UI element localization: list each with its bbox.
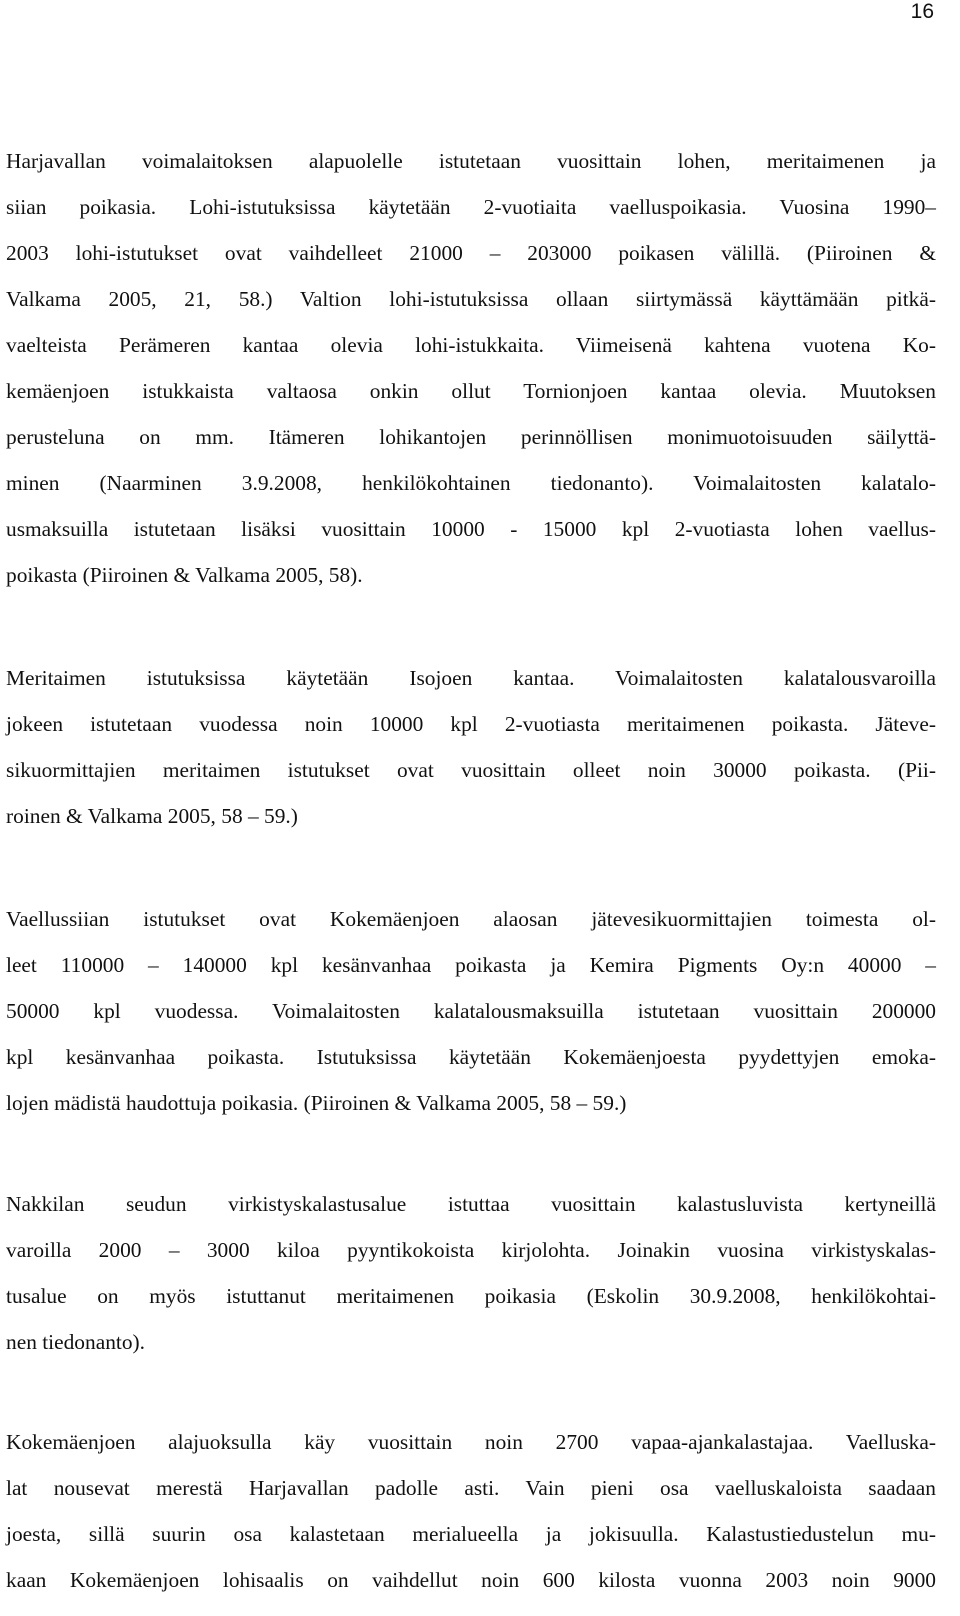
text-line: usmaksuilla istutetaan lisäksi vuosittain 10000 - 15000 kpl 2-vuotiasta lohen vaellus-: [6, 517, 936, 541]
text-line: vaelteista Perämeren kantaa olevia lohi-istukkaita. Viimeisenä kahtena vuotena Ko-: [6, 333, 936, 357]
text-line: kemäenjoen istukkaista valtaosa onkin ollut Tornionjoen kantaa olevia. Muutoksen: [6, 379, 936, 403]
paragraph-whitefish: [6, 896, 936, 1126]
text-line: joesta, sillä suurin osa kalastetaan merialueella ja jokisuulla. Kalastustiedustelun mu-: [6, 1522, 936, 1546]
paragraph-sea-trout: [6, 655, 936, 839]
text-line: Valkama 2005, 21, 58.) Valtion lohi-istutuksissa ollaan siirtymässä käyttämään pitkä-: [6, 287, 936, 311]
text-line: perusteluna on mm. Itämeren lohikantojen perinnöllisen monimuotoisuuden säilyttä-: [6, 425, 936, 449]
text-line: varoilla 2000 – 3000 kiloa pyyntikokoista kirjolohta. Joinakin vuosina virkistyskalas-: [6, 1238, 936, 1262]
text-line: 50000 kpl vuodessa. Voimalaitosten kalatalousmaksuilla istutetaan vuosittain 200000: [6, 999, 936, 1023]
text-line: kaan Kokemäenjoen lohisaalis on vaihdellut noin 600 kilosta vuonna 2003 noin 9000: [6, 1568, 936, 1592]
text-line: lat nousevat merestä Harjavallan padolle asti. Vain pieni osa vaelluskaloista saadaan: [6, 1476, 936, 1500]
text-line: jokeen istutetaan vuodessa noin 10000 kpl 2-vuotiasta meritaimenen poikasta. Jäteve-: [6, 712, 936, 736]
text-line: Meritaimen istutuksissa käytetään Isojoen kantaa. Voimalaitosten kalatalousvaroilla: [6, 666, 936, 690]
page-number: 16: [910, 0, 934, 23]
paragraph-anglers: [6, 1419, 936, 1603]
text-line: sikuormittajien meritaimen istutukset ovat vuosittain olleet noin 30000 poikasta. (Pii-: [6, 758, 936, 782]
text-line: 2003 lohi-istutukset ovat vaihdelleet 21000 – 203000 poikasen välillä. (Piiroinen &: [6, 241, 936, 265]
text-line: roinen & Valkama 2005, 58 – 59.): [6, 804, 298, 828]
text-line: Nakkilan seudun virkistyskalastusalue istuttaa vuosittain kalastusluvista kertyneillä: [6, 1192, 936, 1216]
paragraph-recreational-fishing: [6, 1181, 936, 1365]
text-line: kpl kesänvanhaa poikasta. Istutuksissa käytetään Kokemäenjoesta pyydettyjen emoka-: [6, 1045, 936, 1069]
text-line: lojen mädistä haudottuja poikasia. (Piiroinen & Valkama 2005, 58 – 59.): [6, 1091, 627, 1115]
text-line: nen tiedonanto).: [6, 1330, 145, 1354]
text-line: tusalue on myös istuttanut meritaimenen poikasia (Eskolin 30.9.2008, henkilökohtai-: [6, 1284, 936, 1308]
paragraph-salmon-stocking: [6, 138, 936, 598]
text-line: siian poikasia. Lohi-istutuksissa käytetään 2-vuotiaita vaelluspoikasia. Vuosina 1990–: [6, 195, 936, 219]
text-line: poikasta (Piiroinen & Valkama 2005, 58).: [6, 563, 363, 587]
text-line: Kokemäenjoen alajuoksulla käy vuosittain noin 2700 vapaa-ajankalastajaa. Vaelluska-: [6, 1430, 936, 1454]
text-line: minen (Naarminen 3.9.2008, henkilökohtainen tiedonanto). Voimalaitosten kalatalo-: [6, 471, 936, 495]
text-line: leet 110000 – 140000 kpl kesänvanhaa poikasta ja Kemira Pigments Oy:n 40000 –: [6, 953, 936, 977]
text-line: Vaellussiian istutukset ovat Kokemäenjoen alaosan jätevesikuormittajien toimesta ol-: [6, 907, 936, 931]
text-line: Harjavallan voimalaitoksen alapuolelle istutetaan vuosittain lohen, meritaimenen ja: [6, 149, 936, 173]
